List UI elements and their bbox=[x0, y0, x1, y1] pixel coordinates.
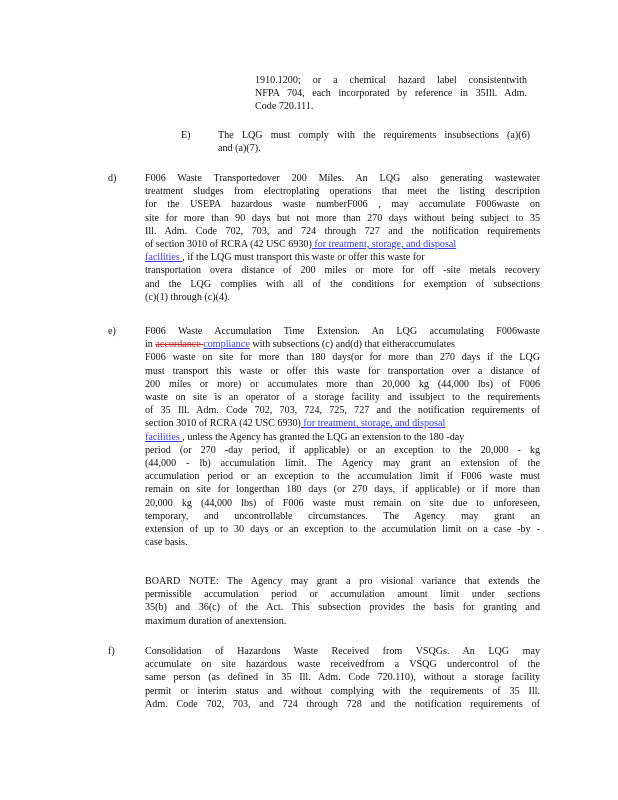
inserted-text: for treatment, storage, and disposal bbox=[311, 239, 457, 251]
text-line: maximum duration of anextension. bbox=[145, 615, 287, 627]
text-line: and (a)(7). bbox=[218, 143, 261, 155]
text-line: The LQG must comply with the requirements insubsections (a)(6) bbox=[218, 130, 530, 141]
text-segment: with subsections (c) and(d) that eitheraccumulates bbox=[249, 339, 455, 351]
inserted-text: facilities bbox=[145, 252, 183, 264]
text-line: F006 waste on site for more than 180 days(or for more than 270 days if the LQG bbox=[145, 352, 540, 364]
text-line: extension of up to 30 days or an exception to the accumulation limit on a case -by - bbox=[145, 524, 540, 536]
text-line: waste on site is an operator of a storage facility and issubject to the requirements bbox=[145, 392, 540, 404]
text-line: for the USEPA hazardous waste numberF006 , may accumulate F006waste on bbox=[145, 199, 540, 211]
text-line bbox=[145, 238, 540, 251]
text-line: (c)(1) through (c)(4). bbox=[145, 291, 230, 303]
text-line: site for more than 90 days but not more than 270 days without being subject to 35 bbox=[145, 212, 540, 224]
text-line bbox=[145, 338, 540, 351]
deleted-text: accordance bbox=[155, 339, 204, 351]
text-line: period (or 270 -day period, if applicable) or an exception to the 20,000 - kg bbox=[145, 444, 540, 456]
item-e-text bbox=[145, 325, 540, 549]
text-line: of 35 Ill. Adm. Code 702, 703, 724, 725, 727 and the notification requirements of bbox=[145, 405, 540, 417]
text-line bbox=[145, 417, 540, 430]
text-line: accumulation period or an exception to the accumulation limit if F006 waste must bbox=[145, 471, 540, 483]
text-segment: , if the LQG must transport this waste or offer this waste for bbox=[182, 252, 425, 264]
text-line: NFPA 704, each incorporated by reference in 35Ill. Adm. bbox=[255, 88, 527, 100]
text-line: must transport this waste or offer this waste for transportation over a distance of bbox=[145, 365, 540, 377]
inserted-text: compliance bbox=[203, 339, 250, 351]
text-line bbox=[145, 251, 540, 264]
text-line: treatment sludges from electroplating operations that meet the listing description bbox=[145, 186, 540, 198]
text-line: 200 miles or more) or accumulates more than 20,000 kg (44,000 lbs) of F006 bbox=[145, 378, 540, 390]
text-line: Ill. Adm. Code 702, 703, and 724 through 727 and the notification requirements bbox=[145, 225, 540, 237]
text-segment: of section 3010 of RCRA (42 USC 6930) bbox=[145, 239, 312, 251]
item-label-E: E) bbox=[181, 130, 191, 141]
text-line: 1910.1200; or a chemical hazard label consistentwith bbox=[255, 75, 527, 86]
text-segment: section 3010 of RCRA (42 USC 6930) bbox=[145, 418, 301, 430]
text-line: 20,000 kg (44,000 lbs) of F006 waste must remain on site due to unforeseen, bbox=[145, 497, 540, 509]
board-note bbox=[145, 575, 540, 628]
text-line: F006 Waste Accumulation Time Extension. An LQG accumulating F006waste bbox=[145, 326, 540, 337]
text-line: accumulate on site hazardous waste receivedfrom a VSQG undercontrol of the bbox=[145, 659, 540, 671]
text-line: remain on site for longerthan 180 days (or 270 days, if applicable) or if more than bbox=[145, 484, 540, 496]
text-segment: in bbox=[145, 339, 156, 351]
text-line: permissible accumulation period or accumulation amount limit under sections bbox=[145, 589, 540, 601]
item-d-text bbox=[145, 172, 540, 304]
text-line: temporary, and uncontrollable circumstances. The Agency may grant an bbox=[145, 510, 540, 522]
inserted-text: facilities bbox=[145, 431, 183, 443]
text-line: BOARD NOTE: The Agency may grant a pro visional variance that extends the bbox=[145, 576, 540, 587]
text-line: F006 Waste Transportedover 200 Miles. An LQG also generating wastewater bbox=[145, 173, 540, 184]
inserted-text: for treatment, storage, and disposal bbox=[300, 418, 446, 430]
item-E-text bbox=[218, 129, 530, 155]
item-f-text bbox=[145, 645, 540, 711]
text-line bbox=[145, 431, 540, 444]
text-line: Adm. Code 702, 703, and 724 through 728 and the notification requirements of bbox=[145, 698, 540, 710]
continuation-text bbox=[255, 74, 527, 114]
text-line: and the LQG complies with all of the conditions for exemption of subsections bbox=[145, 278, 540, 290]
text-line: Consolidation of Hazardous Waste Received from VSQGs. An LQG may bbox=[145, 646, 540, 657]
text-line: case basis. bbox=[145, 537, 188, 549]
item-label-e: e) bbox=[108, 326, 116, 337]
text-line: permit or interim status and without complying with the requirements of 35 Ill. bbox=[145, 685, 540, 697]
text-line: transportation overa distance of 200 miles or more for off -site metals recovery bbox=[145, 265, 540, 277]
text-line: 35(b) and 36(c) of the Act. This subsection provides the basis for granting and bbox=[145, 602, 540, 614]
text-line: same person (as defined in 35 Ill. Adm. Code 720.110), without a storage facility bbox=[145, 672, 540, 684]
text-line: Code 720.111. bbox=[255, 101, 314, 113]
text-segment: , unless the Agency has granted the LQG an extension to the 180 -day bbox=[182, 431, 465, 443]
item-label-d: d) bbox=[108, 173, 117, 184]
text-line: (44,000 - lb) accumulation limit. The Agency may grant an extension of the bbox=[145, 458, 540, 470]
item-label-f: f) bbox=[108, 646, 115, 657]
